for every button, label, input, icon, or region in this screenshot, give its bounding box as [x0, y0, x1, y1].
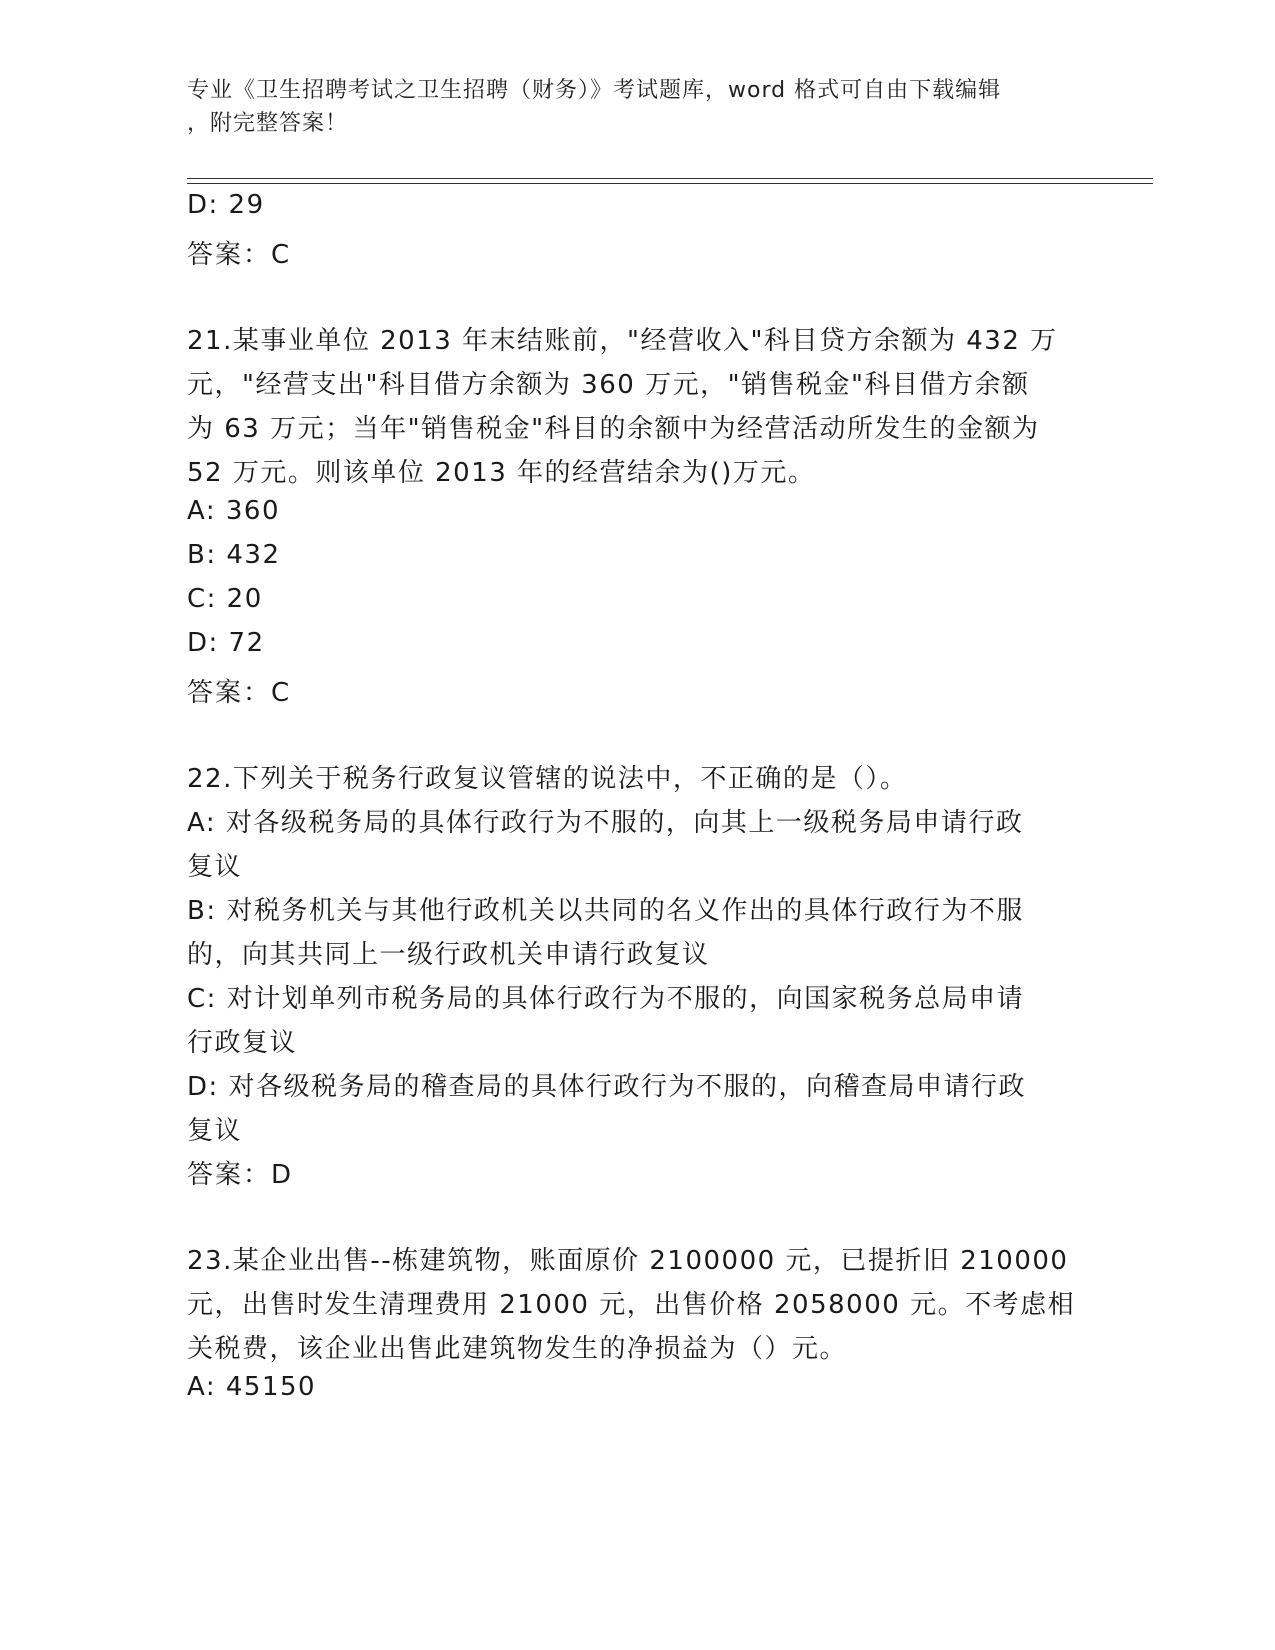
q23-stem-line-2: 元，出售时发生清理费用 21000 元，出售价格 2058000 元。不考虑相 [187, 1290, 1076, 1320]
q22-option-b-line-1: B: 对税务机关与其他行政机关以共同的名义作出的具体行政行为不服 [187, 896, 1024, 926]
prev-option-d: D: 29 [187, 190, 265, 220]
q22-stem: 22.下列关于税务行政复议管辖的说法中，不正确的是（）。 [187, 764, 908, 794]
q21-option-b: B: 432 [187, 540, 281, 570]
q21-option-a: A: 360 [187, 496, 280, 526]
q22-option-b-line-2: 的，向其共同上一级行政机关申请行政复议 [187, 940, 710, 970]
q21-stem-line-4: 52 万元。则该单位 2013 年的经营结余为()万元。 [187, 458, 816, 488]
q22-answer: 答案：D [187, 1160, 294, 1190]
header-divider-thin [187, 183, 1153, 184]
q23-stem-line-3: 关税费，该企业出售此建筑物发生的净损益为（）元。 [187, 1334, 848, 1364]
header-line-1: 专业《卫生招聘考试之卫生招聘（财务）》考试题库，word 格式可自由下载编辑 [187, 78, 1002, 103]
q22-option-d-line-2: 复议 [187, 1116, 243, 1146]
q21-answer: 答案：C [187, 678, 292, 708]
q23-option-a: A: 45150 [187, 1372, 317, 1402]
q22-option-a-line-2: 复议 [187, 852, 243, 882]
q21-option-d: D: 72 [187, 628, 265, 658]
q21-stem-line-2: 元，"经营支出"科目借方余额为 360 万元，"销售税金"科目借方余额 [187, 370, 1030, 400]
q22-option-c-line-1: C: 对计划单列市税务局的具体行政行为不服的，向国家税务总局申请 [187, 984, 1025, 1014]
q21-stem-line-3: 为 63 万元；当年"销售税金"科目的余额中为经营活动所发生的金额为 [187, 414, 1040, 444]
q22-option-a-line-1: A: 对各级税务局的具体行政行为不服的，向其上一级税务局申请行政 [187, 808, 1024, 838]
header-line-2: ，附完整答案！ [187, 111, 349, 136]
document-header [187, 74, 1077, 140]
q22-option-c-line-2: 行政复议 [187, 1028, 298, 1058]
q21-stem-line-1: 21.某事业单位 2013 年末结账前，"经营收入"科目贷方余额为 432 万 [187, 326, 1058, 356]
q21-option-c: C: 20 [187, 584, 263, 614]
prev-answer: 答案：C [187, 240, 292, 270]
q23-stem-line-1: 23.某企业出售--栋建筑物，账面原价 2100000 元，已提折旧 210000 [187, 1246, 1069, 1276]
q22-option-d-line-1: D: 对各级税务局的稽查局的具体行政行为不服的，向稽查局申请行政 [187, 1072, 1027, 1102]
header-divider-thick [187, 178, 1153, 179]
